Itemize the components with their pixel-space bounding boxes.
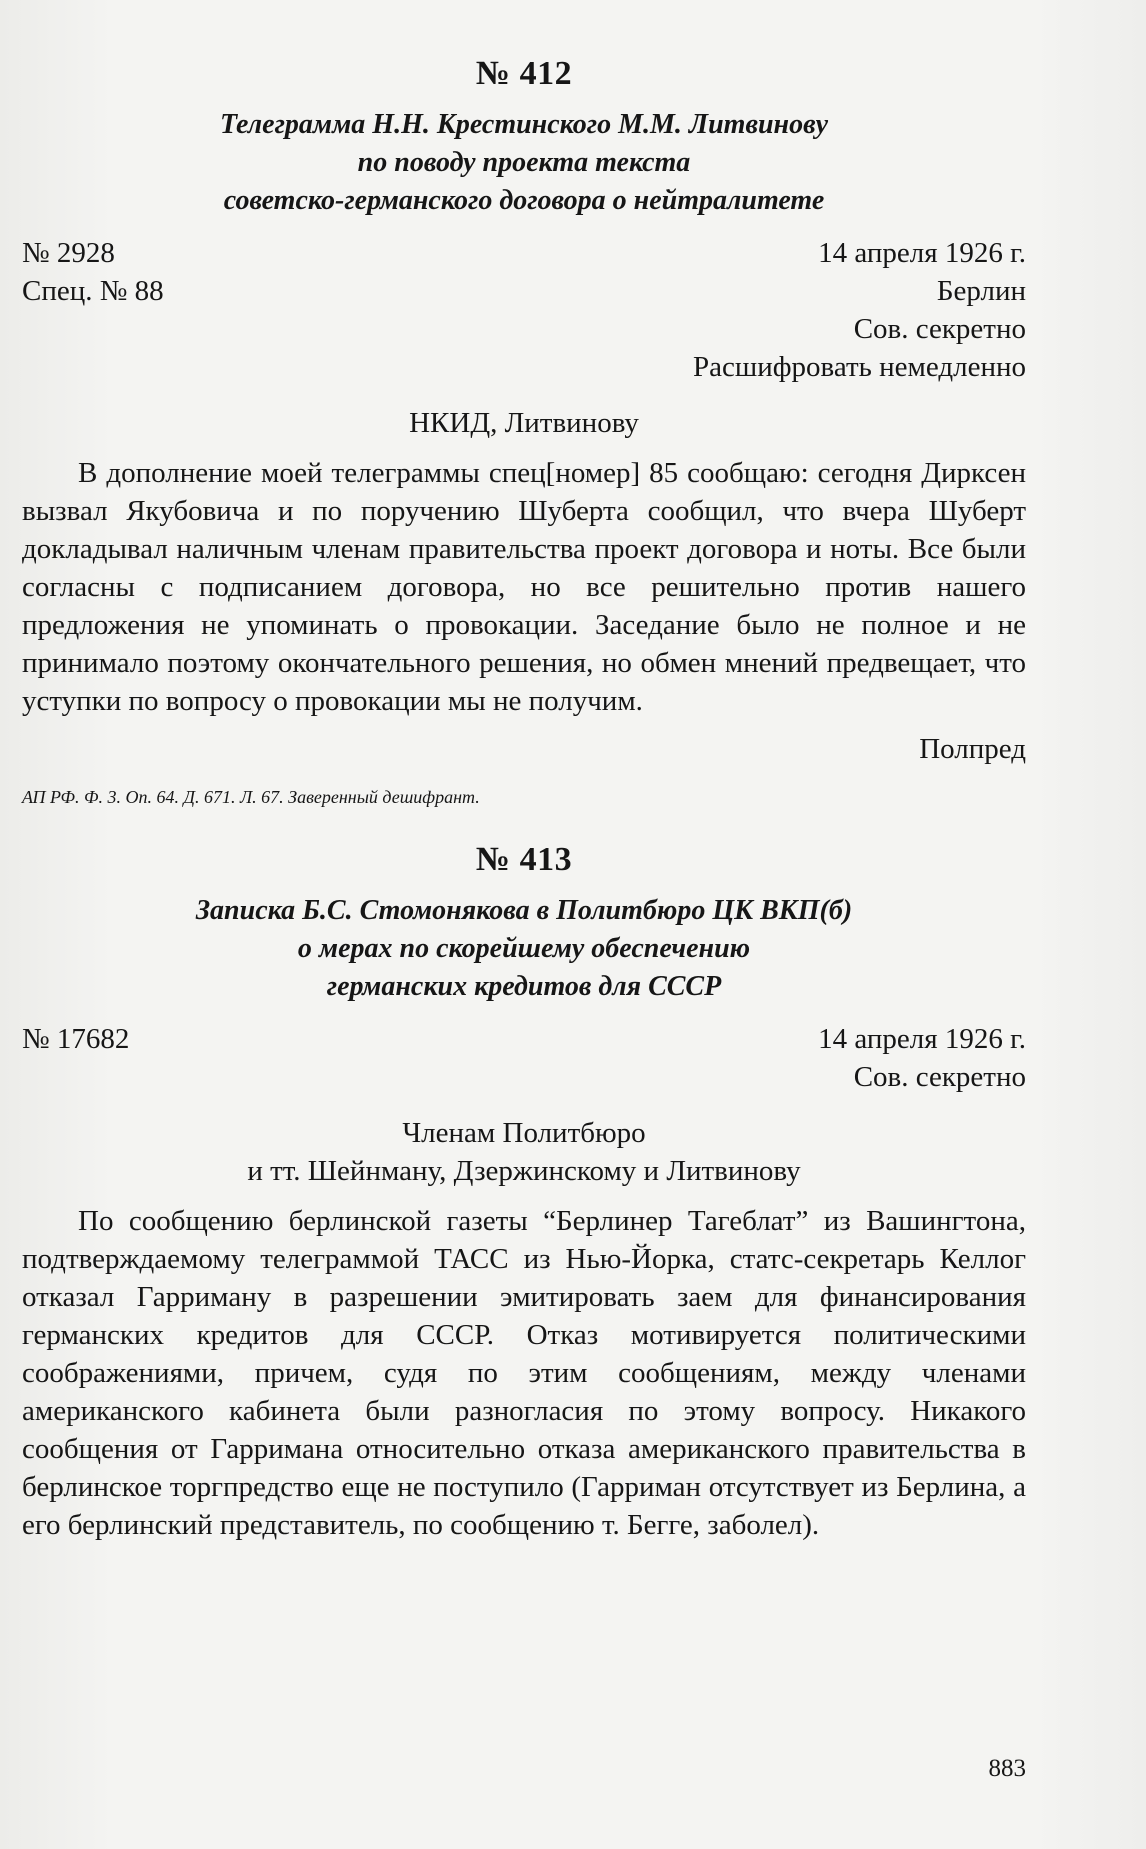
- meta-row: [22, 234, 1026, 272]
- document-number: № 412: [475, 55, 573, 92]
- document-body: По сообщению берлинской газеты “Берлинер Тагеблат” из Вашингтона, подтверждаемому телеграммой ТАСС из Нью-Йорка, статс-секретарь Келлог отказал Гарриману в разрешении эмитировать заем для финансирования германских кредитов для СССР. Отказ мотивируется политическими соображениями, причем, судя по этим сообщениям, между членами американского кабинета были разногласия по этому вопросу. Никакого сообщения от Гарримана относительно отказа американского правительства в берлинское торгпредство еще не поступило (Гарриман отсутствует из Берлина, а его берлинский представитель, по сообщению т. Бегге, заболел).: [22, 1205, 1026, 1541]
- addressee: НКИД, Литвинову: [409, 407, 639, 439]
- title-line: по поводу проекта текста: [357, 147, 691, 178]
- secrecy-stamp: Сов. секретно: [853, 313, 1026, 345]
- title-line: о мерах по скорейшему обеспечению: [297, 933, 751, 964]
- document-413: [22, 838, 1026, 1544]
- document-date: 14 апреля 1926 г.: [818, 1023, 1026, 1055]
- document-412: [22, 52, 1026, 812]
- addressee-line: и тт. Шейнману, Дзержинскому и Литвинову: [247, 1155, 801, 1187]
- archive-source: АП РФ. Ф. 3. Оп. 64. Д. 671. Л. 67. Заверенный дешифрант.: [22, 787, 480, 807]
- registration-number: № 17682: [22, 1023, 130, 1055]
- document-meta: [22, 234, 1026, 386]
- document-meta: [22, 1020, 1026, 1096]
- secrecy-stamp: Сов. секретно: [853, 1061, 1026, 1093]
- addressee-line: Членам Политбюро: [402, 1117, 646, 1149]
- document-place: Берлин: [936, 275, 1026, 307]
- registration-number: № 2928: [22, 237, 115, 269]
- document-number: № 413: [475, 841, 573, 878]
- document-title: [22, 106, 1026, 220]
- addressee: [22, 1114, 1026, 1190]
- decrypt-instruction: Расшифровать немедленно: [693, 351, 1026, 383]
- special-number: Спец. № 88: [22, 275, 164, 307]
- document-body: В дополнение моей телеграммы спец[номер] 85 сообщаю: сегодня Дирксен вызвал Якубовича и по поручению Шуберта сообщил, что вчера Шуберт докладывал наличным членам правительства проект договора и ноты. Все были согласны с подписанием договора, но все решительно против нашего предложения не упоминать о провокации. Заседание было не полное и не принимало поэтому окончательного решения, но обмен мнений предвещает, что уступки по вопросу о провокации мы не получим.: [22, 457, 1026, 717]
- meta-row: [22, 1020, 1026, 1058]
- title-line: германских кредитов для СССР: [326, 971, 722, 1002]
- title-line: Телеграмма Н.Н. Крестинского М.М. Литвинову: [219, 109, 829, 140]
- meta-row: [22, 272, 1026, 310]
- document-date: 14 апреля 1926 г.: [818, 237, 1026, 269]
- title-line: советско-германского договора о нейтралитете: [223, 185, 825, 216]
- title-line: Записка Б.С. Стомонякова в Политбюро ЦК ВКП(б): [195, 895, 853, 926]
- signature: Полпред: [919, 733, 1026, 765]
- document-title: [22, 892, 1026, 1006]
- page-number: 883: [988, 1755, 1026, 1782]
